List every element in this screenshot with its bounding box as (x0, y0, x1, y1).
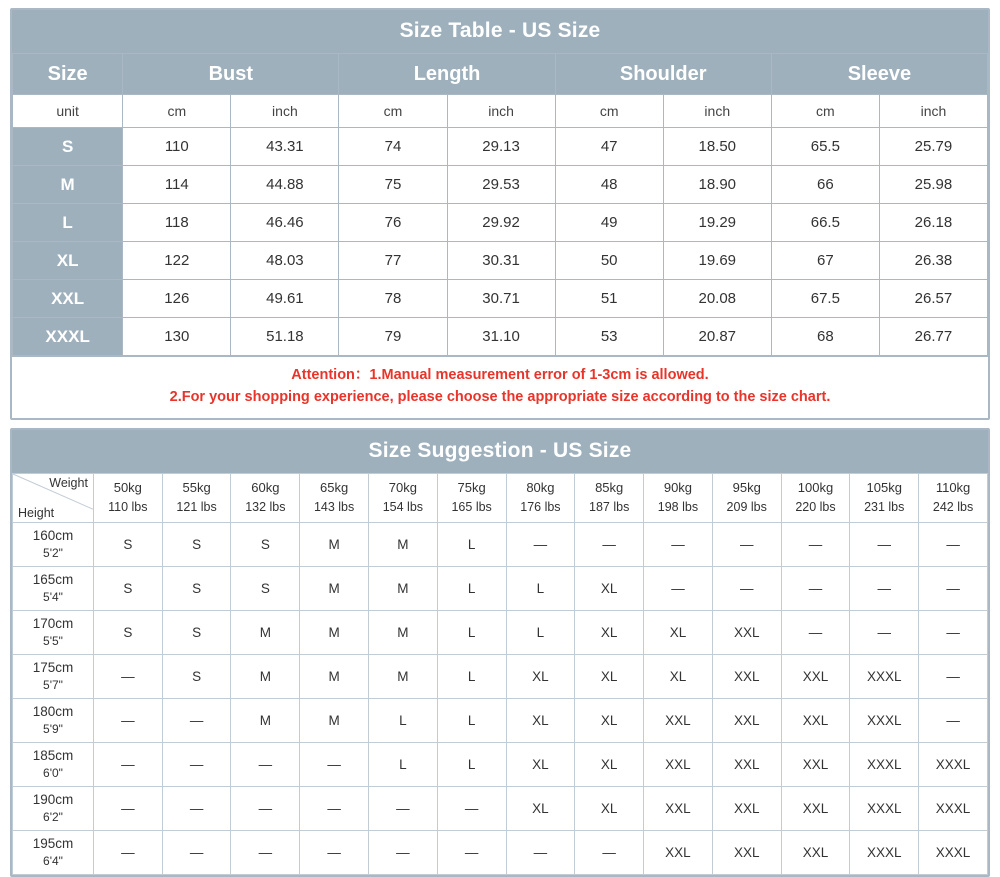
suggestion-cell: M (231, 654, 300, 698)
size-value-shoulder_in: 19.69 (663, 242, 771, 280)
size-value-sleeve_cm: 68 (771, 318, 879, 356)
suggestion-cell: L (369, 742, 438, 786)
size-table-unit-cell: inch (663, 95, 771, 128)
suggestion-cell: XXXL (919, 830, 988, 874)
size-label-xxl: XXL (13, 280, 123, 318)
weight-header-100kg: 100kg 220 lbs (781, 473, 850, 522)
size-table-header-bust: Bust (123, 54, 339, 95)
suggestion-cell: S (231, 566, 300, 610)
size-value-length_in: 29.53 (447, 166, 555, 204)
size-value-sleeve_in: 26.18 (879, 204, 987, 242)
suggestion-cell: — (781, 610, 850, 654)
suggestion-cell: — (231, 742, 300, 786)
suggestion-cell: — (231, 786, 300, 830)
size-table-header-shoulder: Shoulder (555, 54, 771, 95)
size-value-bust_cm: 126 (123, 280, 231, 318)
height-header-185cm: 185cm 6'0" (13, 742, 94, 786)
suggestion-cell: — (644, 522, 713, 566)
suggestion-cell: XXL (644, 786, 713, 830)
size-value-length_cm: 76 (339, 204, 447, 242)
suggestion-cell: — (850, 610, 919, 654)
suggestion-cell: M (300, 610, 369, 654)
suggestion-cell: M (231, 698, 300, 742)
height-header-190cm: 190cm 6'2" (13, 786, 94, 830)
suggestion-cell: M (369, 654, 438, 698)
size-value-bust_in: 51.18 (231, 318, 339, 356)
suggestion-row (13, 654, 988, 698)
size-table-header-sleeve: Sleeve (771, 54, 987, 95)
suggestion-cell: XL (575, 654, 644, 698)
size-value-shoulder_in: 19.29 (663, 204, 771, 242)
size-value-bust_in: 48.03 (231, 242, 339, 280)
suggestion-row (13, 610, 988, 654)
suggestion-cell: L (506, 610, 575, 654)
suggestion-cell: M (369, 610, 438, 654)
size-value-shoulder_cm: 47 (555, 128, 663, 166)
suggestion-cell: — (437, 786, 506, 830)
suggestion-cell: S (231, 522, 300, 566)
suggestion-cell: XL (644, 610, 713, 654)
suggestion-cell: L (437, 522, 506, 566)
suggestion-cell: XL (506, 742, 575, 786)
suggestion-cell: — (93, 786, 162, 830)
size-table-unit-cell: inch (231, 95, 339, 128)
suggestion-cell: — (919, 566, 988, 610)
suggestion-cell: XL (575, 742, 644, 786)
size-value-bust_cm: 110 (123, 128, 231, 166)
table-row (13, 204, 988, 242)
size-value-bust_cm: 122 (123, 242, 231, 280)
suggestion-cell: S (93, 610, 162, 654)
size-value-shoulder_cm: 49 (555, 204, 663, 242)
table-row (13, 280, 988, 318)
suggestion-cell: XXL (712, 654, 781, 698)
height-header-160cm: 160cm 5'2" (13, 522, 94, 566)
suggestion-cell: — (93, 742, 162, 786)
size-value-sleeve_cm: 67.5 (771, 280, 879, 318)
height-header-170cm: 170cm 5'5" (13, 610, 94, 654)
suggestion-cell: — (162, 830, 231, 874)
size-value-sleeve_cm: 66 (771, 166, 879, 204)
suggestion-cell: S (162, 654, 231, 698)
size-table-unit-cell: inch (447, 95, 555, 128)
suggestion-row (13, 566, 988, 610)
weight-header-75kg: 75kg 165 lbs (437, 473, 506, 522)
suggestion-cell: — (575, 830, 644, 874)
suggestion-header-row (13, 473, 988, 522)
size-table-unit-cell: cm (771, 95, 879, 128)
size-suggestion-title: Size Suggestion - US Size (12, 430, 988, 473)
suggestion-cell: — (300, 830, 369, 874)
suggestion-cell: XXXL (850, 698, 919, 742)
suggestion-cell: — (300, 786, 369, 830)
suggestion-cell: — (300, 742, 369, 786)
size-value-bust_cm: 114 (123, 166, 231, 204)
suggestion-cell: — (506, 522, 575, 566)
size-value-shoulder_cm: 53 (555, 318, 663, 356)
size-value-length_in: 30.71 (447, 280, 555, 318)
size-value-length_cm: 79 (339, 318, 447, 356)
size-suggestion-block (10, 428, 990, 877)
size-value-length_cm: 74 (339, 128, 447, 166)
suggestion-row (13, 742, 988, 786)
suggestion-cell: — (93, 698, 162, 742)
suggestion-cell: — (712, 522, 781, 566)
suggestion-cell: XXL (712, 610, 781, 654)
weight-header-70kg: 70kg 154 lbs (369, 473, 438, 522)
suggestion-cell: — (919, 522, 988, 566)
suggestion-cell: M (300, 566, 369, 610)
size-value-shoulder_in: 20.08 (663, 280, 771, 318)
size-value-shoulder_in: 18.90 (663, 166, 771, 204)
size-label-xl: XL (13, 242, 123, 280)
table-row (13, 318, 988, 356)
size-table-unit-cell: unit (13, 95, 123, 128)
size-value-shoulder_in: 20.87 (663, 318, 771, 356)
attention-line-2: 2.For your shopping experience, please choose the appropriate size according to the size chart. (169, 389, 831, 406)
size-value-sleeve_cm: 66.5 (771, 204, 879, 242)
suggestion-cell: XL (506, 654, 575, 698)
suggestion-cell: XXXL (919, 786, 988, 830)
suggestion-cell: — (437, 830, 506, 874)
suggestion-cell: S (162, 522, 231, 566)
suggestion-cell: XXXL (850, 786, 919, 830)
size-table-header-size: Size (13, 54, 123, 95)
suggestion-cell: XXL (712, 830, 781, 874)
weight-header-95kg: 95kg 209 lbs (712, 473, 781, 522)
weight-axis-label: Weight (49, 475, 88, 490)
suggestion-cell: S (93, 566, 162, 610)
suggestion-row (13, 698, 988, 742)
size-value-bust_in: 43.31 (231, 128, 339, 166)
suggestion-cell: — (712, 566, 781, 610)
suggestion-cell: XXL (781, 742, 850, 786)
suggestion-cell: XXXL (850, 830, 919, 874)
suggestion-cell: — (919, 654, 988, 698)
weight-header-65kg: 65kg 143 lbs (300, 473, 369, 522)
height-header-180cm: 180cm 5'9" (13, 698, 94, 742)
suggestion-cell: S (93, 522, 162, 566)
suggestion-cell: — (93, 654, 162, 698)
size-table-block (10, 8, 990, 420)
size-table (12, 53, 988, 356)
suggestion-cell: XL (575, 610, 644, 654)
weight-header-90kg: 90kg 198 lbs (644, 473, 713, 522)
weight-header-80kg: 80kg 176 lbs (506, 473, 575, 522)
size-value-shoulder_in: 18.50 (663, 128, 771, 166)
size-table-header-length: Length (339, 54, 555, 95)
size-table-unit-cell: cm (123, 95, 231, 128)
size-value-bust_in: 46.46 (231, 204, 339, 242)
suggestion-cell: — (162, 698, 231, 742)
suggestion-cell: L (437, 566, 506, 610)
suggestion-row (13, 522, 988, 566)
table-row (13, 166, 988, 204)
size-value-length_in: 30.31 (447, 242, 555, 280)
size-value-shoulder_cm: 48 (555, 166, 663, 204)
suggestion-cell: XL (575, 698, 644, 742)
suggestion-cell: M (300, 698, 369, 742)
attention-line-1: Attention：1.Manual measurement error of 1-3cm is allowed. (291, 367, 709, 383)
size-label-xxxl: XXXL (13, 318, 123, 356)
size-value-bust_in: 44.88 (231, 166, 339, 204)
size-value-sleeve_cm: 67 (771, 242, 879, 280)
suggestion-cell: L (437, 698, 506, 742)
suggestion-cell: XXL (644, 742, 713, 786)
suggestion-cell: — (162, 742, 231, 786)
size-value-shoulder_cm: 51 (555, 280, 663, 318)
height-header-175cm: 175cm 5'7" (13, 654, 94, 698)
weight-header-50kg: 50kg 110 lbs (93, 473, 162, 522)
suggestion-cell: XXL (781, 654, 850, 698)
size-label-m: M (13, 166, 123, 204)
size-value-sleeve_in: 26.77 (879, 318, 987, 356)
suggestion-cell: XXXL (919, 742, 988, 786)
size-table-unit-cell: cm (555, 95, 663, 128)
size-table-header-row (13, 54, 988, 95)
suggestion-cell: — (162, 786, 231, 830)
height-header-165cm: 165cm 5'4" (13, 566, 94, 610)
suggestion-cell: S (162, 610, 231, 654)
suggestion-cell: XL (575, 786, 644, 830)
size-value-sleeve_in: 25.98 (879, 166, 987, 204)
suggestion-row (13, 830, 988, 874)
size-table-unit-row (13, 95, 988, 128)
size-table-title: Size Table - US Size (12, 10, 988, 53)
size-value-bust_cm: 130 (123, 318, 231, 356)
size-value-length_in: 29.13 (447, 128, 555, 166)
table-row (13, 128, 988, 166)
suggestion-cell: M (300, 654, 369, 698)
height-axis-label: Height (18, 505, 55, 520)
attention-note (12, 356, 988, 418)
suggestion-cell: L (437, 610, 506, 654)
suggestion-cell: M (300, 522, 369, 566)
suggestion-cell: XXL (712, 698, 781, 742)
size-suggestion-table (12, 473, 988, 875)
suggestion-cell: XL (506, 698, 575, 742)
suggestion-cell: XXL (781, 830, 850, 874)
suggestion-cell: L (437, 742, 506, 786)
weight-header-110kg: 110kg 242 lbs (919, 473, 988, 522)
suggestion-cell: XXL (644, 698, 713, 742)
height-weight-corner-cell (13, 473, 94, 522)
size-value-sleeve_in: 26.38 (879, 242, 987, 280)
size-label-s: S (13, 128, 123, 166)
suggestion-row (13, 786, 988, 830)
weight-header-105kg: 105kg 231 lbs (850, 473, 919, 522)
suggestion-cell: XL (575, 566, 644, 610)
size-label-l: L (13, 204, 123, 242)
suggestion-cell: XL (644, 654, 713, 698)
suggestion-cell: XXL (712, 742, 781, 786)
size-value-length_cm: 78 (339, 280, 447, 318)
size-value-bust_cm: 118 (123, 204, 231, 242)
size-value-length_cm: 75 (339, 166, 447, 204)
suggestion-cell: XXL (781, 786, 850, 830)
suggestion-cell: — (575, 522, 644, 566)
size-value-shoulder_cm: 50 (555, 242, 663, 280)
suggestion-cell: — (231, 830, 300, 874)
suggestion-cell: XXXL (850, 742, 919, 786)
suggestion-cell: XXL (712, 786, 781, 830)
suggestion-cell: XXL (644, 830, 713, 874)
suggestion-cell: L (506, 566, 575, 610)
suggestion-cell: — (506, 830, 575, 874)
suggestion-cell: — (369, 786, 438, 830)
suggestion-cell: — (850, 566, 919, 610)
suggestion-cell: L (369, 698, 438, 742)
height-header-195cm: 195cm 6'4" (13, 830, 94, 874)
suggestion-cell: S (162, 566, 231, 610)
suggestion-cell: — (781, 566, 850, 610)
weight-header-85kg: 85kg 187 lbs (575, 473, 644, 522)
suggestion-cell: — (93, 830, 162, 874)
size-table-unit-cell: cm (339, 95, 447, 128)
suggestion-cell: — (919, 698, 988, 742)
size-value-bust_in: 49.61 (231, 280, 339, 318)
weight-header-60kg: 60kg 132 lbs (231, 473, 300, 522)
size-value-sleeve_in: 26.57 (879, 280, 987, 318)
suggestion-cell: M (369, 566, 438, 610)
suggestion-cell: — (850, 522, 919, 566)
table-row (13, 242, 988, 280)
suggestion-cell: L (437, 654, 506, 698)
suggestion-cell: XXXL (850, 654, 919, 698)
size-table-unit-cell: inch (879, 95, 987, 128)
suggestion-cell: — (369, 830, 438, 874)
suggestion-cell: — (919, 610, 988, 654)
size-value-sleeve_in: 25.79 (879, 128, 987, 166)
size-value-sleeve_cm: 65.5 (771, 128, 879, 166)
size-value-length_in: 31.10 (447, 318, 555, 356)
size-value-length_cm: 77 (339, 242, 447, 280)
suggestion-cell: — (644, 566, 713, 610)
suggestion-cell: XXL (781, 698, 850, 742)
suggestion-cell: XL (506, 786, 575, 830)
suggestion-cell: M (369, 522, 438, 566)
suggestion-cell: — (781, 522, 850, 566)
weight-header-55kg: 55kg 121 lbs (162, 473, 231, 522)
size-value-length_in: 29.92 (447, 204, 555, 242)
suggestion-cell: M (231, 610, 300, 654)
